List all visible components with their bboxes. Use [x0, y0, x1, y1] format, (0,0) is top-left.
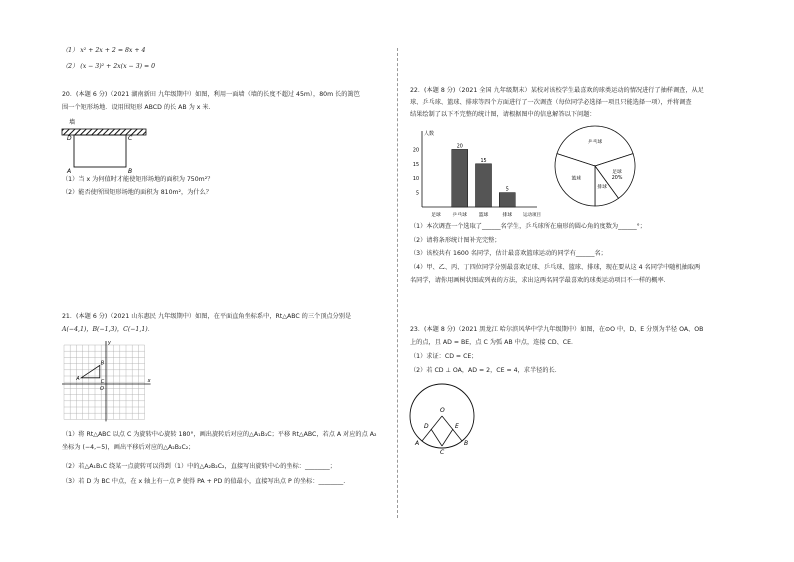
x-tick-label-0: 足球	[431, 213, 441, 217]
q23-circle-figure	[404, 378, 484, 458]
x-axis-label: 运动项目	[523, 213, 541, 217]
q20-sub2: （2）能否使所围矩形场地的面积为 810m²，为什么？	[62, 189, 212, 196]
q19-item-1: （1） x² + 2x + 2 = 8x + 4	[62, 47, 146, 54]
label-o: O	[440, 407, 445, 414]
label-d: D	[67, 135, 72, 142]
bar-value-label-3: 5	[505, 187, 509, 193]
label-c: C	[100, 378, 105, 385]
q20-stem-line2: 围一个矩形场地．设用围矩形 ABCD 的长 AB 为 x 米．	[62, 104, 215, 111]
q19-item-2: （2） (x − 3)² + 2x(x − 3) = 0	[62, 63, 156, 70]
q23-stem-line2: 上的点，且 AD = BE，点 C 为弧 AB 中点，连接 CD、CE．	[410, 339, 578, 346]
q20-stem-line1: 20．(本题 6 分)（2021 湖南新田 九年级期中）如图，利用一面墙（墙的长度不超过 45m），80m 长的篱笆	[62, 91, 360, 98]
x-tick-label-1: 乒乓球	[452, 213, 467, 217]
bar-value-label-2: 15	[480, 158, 487, 164]
wall-label: 墙	[69, 119, 76, 126]
q22-sub2: （2）请将条形统计图补充完整；	[410, 237, 501, 244]
pie-label-3: 篮球	[571, 176, 582, 182]
label-c: C	[440, 449, 445, 456]
radius-ob	[442, 416, 462, 441]
q22-sub4-line2: 名同学，请你用画树状图或列表的方法，求出这两名同学最喜欢的球类运动项目不一样的概率．	[410, 277, 670, 284]
label-b: B	[128, 168, 133, 175]
q22-sub4-line1: （4）甲、乙、丙、丁四位同学分别最喜欢足球、乒乓球、篮球、排球，现在要从这 4 名同学中随机抽取两	[410, 264, 701, 271]
q21-sub3: （3）若 D 为 BC 中点，在 x 轴上有一点 P 使得 PA + PD 的值最小，直接写出点 P 的坐标：________.	[62, 478, 346, 485]
label-b: B	[100, 360, 105, 367]
q22-stem-line1: 22．(本题 8 分)（2021 全国 九年级期末）某校对该校学生最喜欢的球类运动的情况进行了抽样调查，从足	[410, 87, 704, 94]
bar-2	[476, 164, 492, 207]
pie-label-1: 足球	[612, 170, 622, 176]
pie-label-2: 排球	[597, 185, 607, 191]
q22-sub1: （1）本次调查一个选取了______名学生，乒乓球所在扇形的圆心角的度数为______°；	[410, 223, 646, 230]
pie-percent-label-1: 20%	[611, 176, 623, 182]
bar-1	[452, 149, 468, 207]
y-axis-label: 人数	[424, 131, 435, 137]
q20-rectangle-figure	[60, 115, 150, 175]
label-e: E	[455, 423, 459, 430]
q21-sub1-line1: （1）将 Rt△ABC 以点 C 为旋转中心旋转 180°，画出旋转后对应的△A₁B₁C；平移 Rt△ABC，若点 A 对应的点 A₂	[62, 431, 377, 438]
y-tick-label-0: 5	[415, 191, 419, 197]
label-d: D	[424, 423, 429, 430]
y-tick-label-1: 10	[412, 177, 419, 183]
label-a: A	[76, 375, 80, 382]
x-tick-label-3: 排球	[502, 213, 513, 217]
label-y: y	[108, 340, 111, 346]
segment-ce	[442, 429, 453, 446]
y-tick-label-3: 20	[412, 148, 419, 154]
column-divider	[397, 48, 398, 518]
label-x: x	[147, 378, 151, 384]
pie-label-0: 乒乓球	[587, 139, 603, 145]
bar-value-label-1: 20	[456, 144, 463, 150]
q22-sub3: （3）该校共有 1600 名同学，估计最喜欢篮球运动的同学有______名；	[410, 250, 607, 257]
q20-sub1: （1）当 x 为何值时才能使矩形场地的面积为 750m²？	[62, 176, 214, 183]
q23-sub1: （1）求证：CD = CE；	[410, 353, 478, 360]
label-b: B	[464, 440, 469, 447]
q21-stem-line2: A(−4,1)，B(−1,3)，C(−1,1)．	[62, 326, 154, 333]
label-a: A	[67, 168, 72, 175]
q21-stem-line1: 21．(本题 6 分)（2021 山东惠民 九年级期中）如图，在平面直角坐标系中，Rt△ABC 的三个顶点分别是	[62, 313, 352, 320]
q22-bar-chart	[404, 125, 554, 217]
wall-hatch	[62, 129, 146, 135]
label-o: O	[100, 386, 104, 392]
label-a: A	[415, 440, 420, 447]
q21-coordinate-grid	[60, 340, 160, 425]
q21-sub2: （2）若△A₁B₁C 绕某一点旋转可以得到（1）中的△A₂B₂C₂，直接写出旋转中心的坐标：________；	[62, 463, 336, 470]
q22-stem-line2: 球、乒乓球、篮球、排球等四个方面进行了一次调查（每位同学必选择一项且只能选择一项），并将调查	[410, 99, 692, 106]
segment-cd	[431, 429, 442, 446]
x-tick-label-2: 篮球	[478, 213, 489, 217]
q22-stem-line3: 结果绘制了以下不完整的统计图，请根据图中的信息解答以下问题：	[410, 111, 596, 118]
label-c: C	[128, 135, 133, 142]
q23-stem-line1: 23．(本题 8 分)（2021 黑龙江 哈尔滨风华中学九年级期中）如图，在⊙O 中，D、E 分别为半径 OA、OB	[410, 326, 704, 333]
y-tick-label-2: 15	[412, 162, 419, 168]
q23-sub2: （2）若 CD ⊥ OA，AD = 2，CE = 4，求半径的长．	[410, 367, 561, 374]
bar-3	[499, 193, 515, 207]
rect-abcd	[74, 135, 126, 167]
q21-sub1-line2: 坐标为 (−4,−5)，画出平移后对应的△A₂B₂C₂；	[62, 444, 195, 451]
q22-pie-chart	[545, 118, 645, 210]
